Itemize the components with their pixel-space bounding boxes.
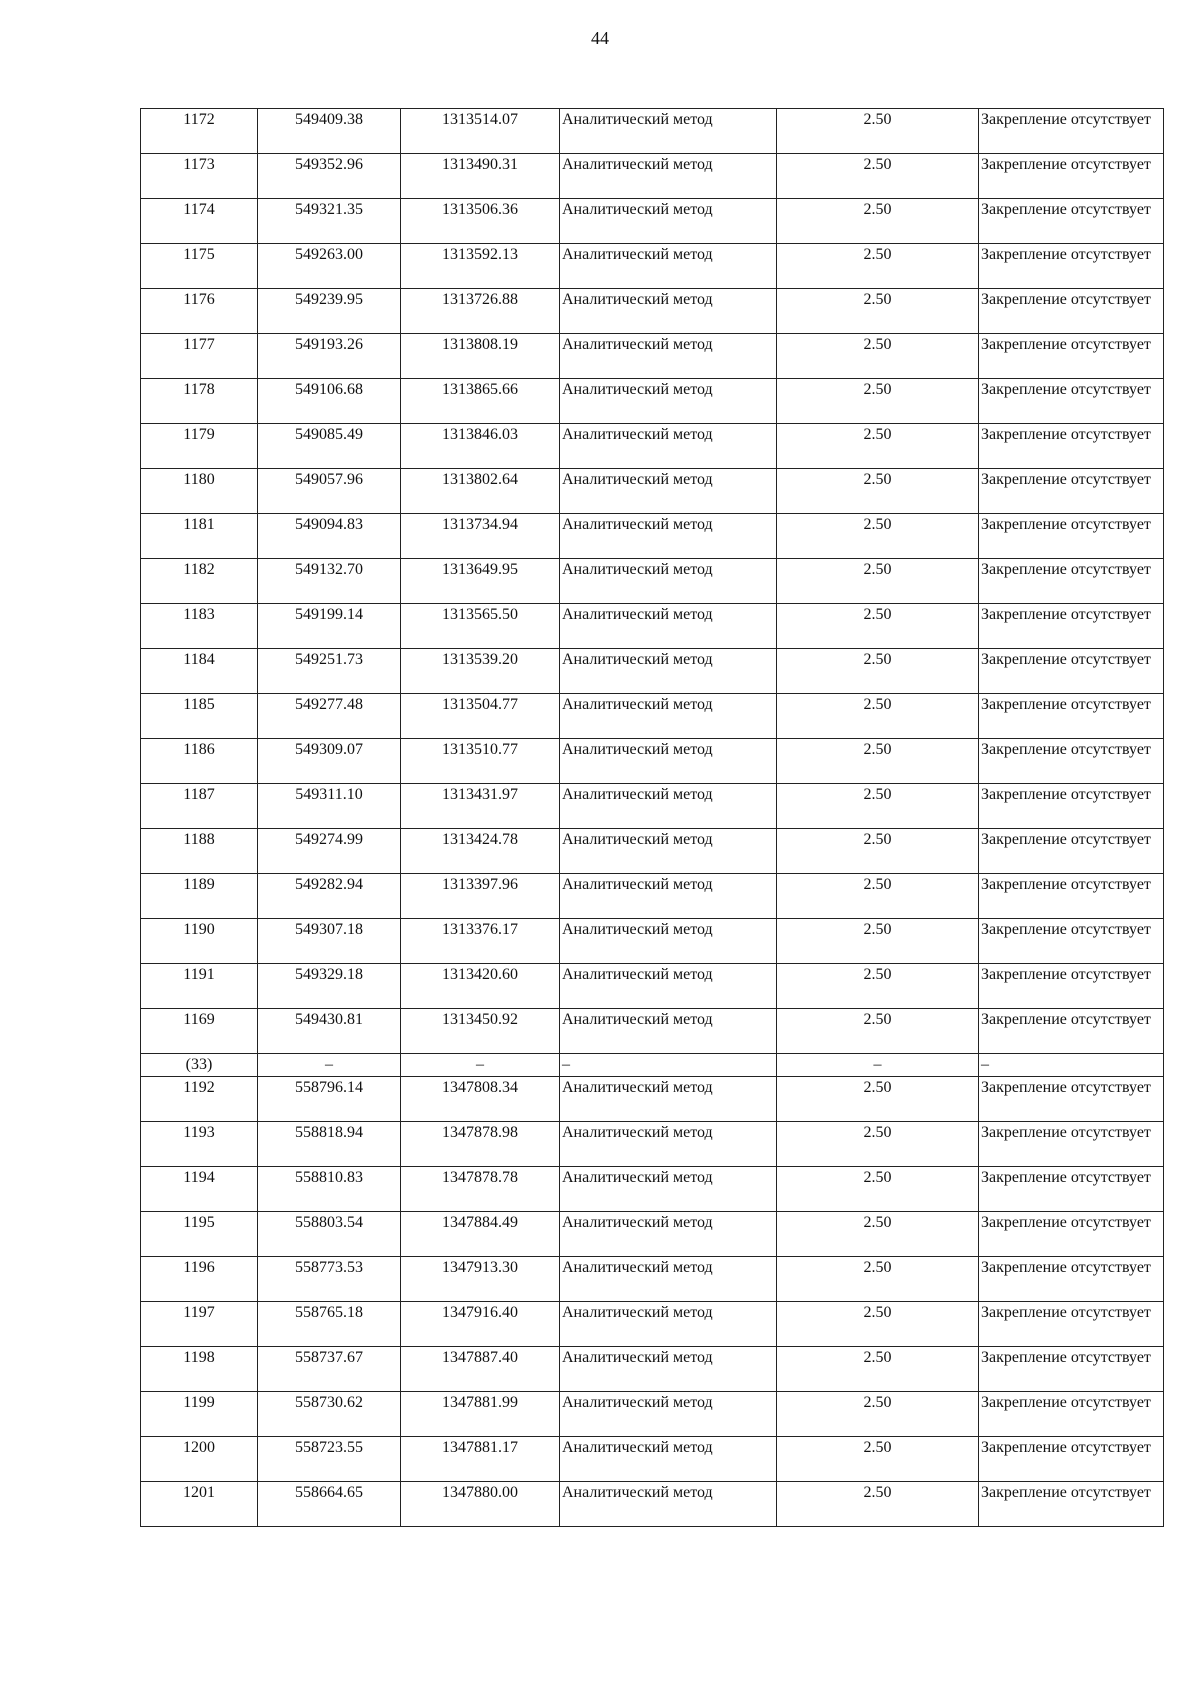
point-number-cell: 1194 bbox=[141, 1167, 258, 1212]
x-coordinate-cell: 549307.18 bbox=[258, 919, 401, 964]
y-coordinate-cell: 1347880.00 bbox=[401, 1482, 560, 1527]
error-cell: 2.50 bbox=[777, 1437, 979, 1482]
fixation-cell: Закрепление отсутствует bbox=[979, 334, 1164, 379]
method-cell: Аналитический метод bbox=[560, 739, 777, 784]
point-number-cell: 1189 bbox=[141, 874, 258, 919]
y-coordinate-cell: 1313846.03 bbox=[401, 424, 560, 469]
method-cell: Аналитический метод bbox=[560, 424, 777, 469]
method-cell: Аналитический метод bbox=[560, 964, 777, 1009]
table-row bbox=[141, 289, 1164, 334]
y-coordinate-cell: 1313565.50 bbox=[401, 604, 560, 649]
x-coordinate-cell: 549329.18 bbox=[258, 964, 401, 1009]
fixation-cell: Закрепление отсутствует bbox=[979, 514, 1164, 559]
x-coordinate-cell: 558737.67 bbox=[258, 1347, 401, 1392]
method-cell: Аналитический метод bbox=[560, 829, 777, 874]
x-coordinate-cell: 558818.94 bbox=[258, 1122, 401, 1167]
fixation-cell: Закрепление отсутствует bbox=[979, 1122, 1164, 1167]
error-cell: 2.50 bbox=[777, 469, 979, 514]
point-number-cell: 1183 bbox=[141, 604, 258, 649]
table-separator-row bbox=[141, 1054, 1164, 1077]
fixation-cell: Закрепление отсутствует bbox=[979, 244, 1164, 289]
point-number-cell: 1174 bbox=[141, 199, 258, 244]
error-cell: 2.50 bbox=[777, 784, 979, 829]
point-number-cell: 1200 bbox=[141, 1437, 258, 1482]
x-coordinate-cell: 558765.18 bbox=[258, 1302, 401, 1347]
table-row bbox=[141, 1302, 1164, 1347]
error-cell: 2.50 bbox=[777, 649, 979, 694]
point-number-cell: 1186 bbox=[141, 739, 258, 784]
x-coordinate-cell: 558810.83 bbox=[258, 1167, 401, 1212]
point-number-cell: 1201 bbox=[141, 1482, 258, 1527]
fixation-cell: Закрепление отсутствует bbox=[979, 1167, 1164, 1212]
fixation-cell: Закрепление отсутствует bbox=[979, 874, 1164, 919]
fixation-cell: Закрепление отсутствует bbox=[979, 379, 1164, 424]
error-cell: 2.50 bbox=[777, 1392, 979, 1437]
method-cell: Аналитический метод bbox=[560, 1392, 777, 1437]
fixation-cell: – bbox=[979, 1054, 1164, 1077]
error-cell: 2.50 bbox=[777, 334, 979, 379]
error-cell: 2.50 bbox=[777, 694, 979, 739]
method-cell: Аналитический метод bbox=[560, 919, 777, 964]
fixation-cell: Закрепление отсутствует bbox=[979, 1009, 1164, 1054]
method-cell: Аналитический метод bbox=[560, 154, 777, 199]
method-cell: Аналитический метод bbox=[560, 514, 777, 559]
x-coordinate-cell: 549193.26 bbox=[258, 334, 401, 379]
error-cell: 2.50 bbox=[777, 919, 979, 964]
table-row bbox=[141, 604, 1164, 649]
point-number-cell: 1176 bbox=[141, 289, 258, 334]
table-row bbox=[141, 514, 1164, 559]
point-number-cell: 1173 bbox=[141, 154, 258, 199]
method-cell: Аналитический метод bbox=[560, 1347, 777, 1392]
fixation-cell: Закрепление отсутствует bbox=[979, 1077, 1164, 1122]
point-number-cell: 1181 bbox=[141, 514, 258, 559]
error-cell: 2.50 bbox=[777, 1257, 979, 1302]
x-coordinate-cell: 549430.81 bbox=[258, 1009, 401, 1054]
y-coordinate-cell: 1347881.17 bbox=[401, 1437, 560, 1482]
error-cell: 2.50 bbox=[777, 379, 979, 424]
table-row bbox=[141, 784, 1164, 829]
y-coordinate-cell: 1313420.60 bbox=[401, 964, 560, 1009]
error-cell: 2.50 bbox=[777, 154, 979, 199]
x-coordinate-cell: 558730.62 bbox=[258, 1392, 401, 1437]
fixation-cell: Закрепление отсутствует bbox=[979, 1392, 1164, 1437]
fixation-cell: Закрепление отсутствует bbox=[979, 559, 1164, 604]
table-row bbox=[141, 469, 1164, 514]
fixation-cell: Закрепление отсутствует bbox=[979, 424, 1164, 469]
error-cell: 2.50 bbox=[777, 1009, 979, 1054]
table-row bbox=[141, 874, 1164, 919]
error-cell: 2.50 bbox=[777, 199, 979, 244]
point-number-cell: 1192 bbox=[141, 1077, 258, 1122]
point-number-cell: 1175 bbox=[141, 244, 258, 289]
method-cell: – bbox=[560, 1054, 777, 1077]
method-cell: Аналитический метод bbox=[560, 1257, 777, 1302]
x-coordinate-cell: 549263.00 bbox=[258, 244, 401, 289]
y-coordinate-cell: 1313376.17 bbox=[401, 919, 560, 964]
y-coordinate-cell: 1313734.94 bbox=[401, 514, 560, 559]
y-coordinate-cell: 1313649.95 bbox=[401, 559, 560, 604]
point-number-cell: 1195 bbox=[141, 1212, 258, 1257]
table-row bbox=[141, 739, 1164, 784]
table-row bbox=[141, 1009, 1164, 1054]
y-coordinate-cell: 1313539.20 bbox=[401, 649, 560, 694]
method-cell: Аналитический метод bbox=[560, 649, 777, 694]
point-number-cell: 1185 bbox=[141, 694, 258, 739]
coordinates-table bbox=[140, 108, 1164, 1527]
x-coordinate-cell: 549282.94 bbox=[258, 874, 401, 919]
x-coordinate-cell: 549132.70 bbox=[258, 559, 401, 604]
fixation-cell: Закрепление отсутствует bbox=[979, 1212, 1164, 1257]
x-coordinate-cell: 549199.14 bbox=[258, 604, 401, 649]
method-cell: Аналитический метод bbox=[560, 1437, 777, 1482]
method-cell: Аналитический метод bbox=[560, 1482, 777, 1527]
error-cell: – bbox=[777, 1054, 979, 1077]
point-number-cell: 1169 bbox=[141, 1009, 258, 1054]
error-cell: 2.50 bbox=[777, 514, 979, 559]
y-coordinate-cell: 1313504.77 bbox=[401, 694, 560, 739]
table-row bbox=[141, 964, 1164, 1009]
point-number-cell: 1191 bbox=[141, 964, 258, 1009]
point-number-cell: 1197 bbox=[141, 1302, 258, 1347]
y-coordinate-cell: 1347808.34 bbox=[401, 1077, 560, 1122]
y-coordinate-cell: 1313450.92 bbox=[401, 1009, 560, 1054]
error-cell: 2.50 bbox=[777, 244, 979, 289]
x-coordinate-cell: 549309.07 bbox=[258, 739, 401, 784]
table-row bbox=[141, 559, 1164, 604]
error-cell: 2.50 bbox=[777, 1077, 979, 1122]
fixation-cell: Закрепление отсутствует bbox=[979, 154, 1164, 199]
x-coordinate-cell: 549251.73 bbox=[258, 649, 401, 694]
method-cell: Аналитический метод bbox=[560, 1167, 777, 1212]
y-coordinate-cell: 1313592.13 bbox=[401, 244, 560, 289]
y-coordinate-cell: 1313514.07 bbox=[401, 109, 560, 154]
x-coordinate-cell: 558803.54 bbox=[258, 1212, 401, 1257]
error-cell: 2.50 bbox=[777, 1212, 979, 1257]
table-row bbox=[141, 1122, 1164, 1167]
point-number-cell: 1193 bbox=[141, 1122, 258, 1167]
x-coordinate-cell: – bbox=[258, 1054, 401, 1077]
table-row bbox=[141, 154, 1164, 199]
table-row bbox=[141, 1437, 1164, 1482]
x-coordinate-cell: 549094.83 bbox=[258, 514, 401, 559]
x-coordinate-cell: 549321.35 bbox=[258, 199, 401, 244]
table-row bbox=[141, 919, 1164, 964]
point-number-cell: 1184 bbox=[141, 649, 258, 694]
y-coordinate-cell: 1347878.78 bbox=[401, 1167, 560, 1212]
fixation-cell: Закрепление отсутствует bbox=[979, 829, 1164, 874]
y-coordinate-cell: – bbox=[401, 1054, 560, 1077]
method-cell: Аналитический метод bbox=[560, 199, 777, 244]
fixation-cell: Закрепление отсутствует bbox=[979, 964, 1164, 1009]
fixation-cell: Закрепление отсутствует bbox=[979, 289, 1164, 334]
x-coordinate-cell: 549106.68 bbox=[258, 379, 401, 424]
error-cell: 2.50 bbox=[777, 1167, 979, 1212]
method-cell: Аналитический метод bbox=[560, 109, 777, 154]
x-coordinate-cell: 549085.49 bbox=[258, 424, 401, 469]
fixation-cell: Закрепление отсутствует bbox=[979, 1482, 1164, 1527]
x-coordinate-cell: 558664.65 bbox=[258, 1482, 401, 1527]
point-number-cell: 1182 bbox=[141, 559, 258, 604]
y-coordinate-cell: 1313865.66 bbox=[401, 379, 560, 424]
y-coordinate-cell: 1313490.31 bbox=[401, 154, 560, 199]
y-coordinate-cell: 1313808.19 bbox=[401, 334, 560, 379]
fixation-cell: Закрепление отсутствует bbox=[979, 604, 1164, 649]
error-cell: 2.50 bbox=[777, 964, 979, 1009]
error-cell: 2.50 bbox=[777, 1482, 979, 1527]
x-coordinate-cell: 558773.53 bbox=[258, 1257, 401, 1302]
coordinates-table-body bbox=[141, 109, 1164, 1527]
point-number-cell: (33) bbox=[141, 1054, 258, 1077]
table-row bbox=[141, 334, 1164, 379]
error-cell: 2.50 bbox=[777, 1122, 979, 1167]
page-number: 44 bbox=[591, 28, 609, 48]
method-cell: Аналитический метод bbox=[560, 244, 777, 289]
error-cell: 2.50 bbox=[777, 109, 979, 154]
method-cell: Аналитический метод bbox=[560, 784, 777, 829]
table-row bbox=[141, 109, 1164, 154]
y-coordinate-cell: 1347881.99 bbox=[401, 1392, 560, 1437]
x-coordinate-cell: 549409.38 bbox=[258, 109, 401, 154]
table-row bbox=[141, 424, 1164, 469]
y-coordinate-cell: 1313397.96 bbox=[401, 874, 560, 919]
error-cell: 2.50 bbox=[777, 424, 979, 469]
x-coordinate-cell: 549311.10 bbox=[258, 784, 401, 829]
fixation-cell: Закрепление отсутствует bbox=[979, 1347, 1164, 1392]
y-coordinate-cell: 1313424.78 bbox=[401, 829, 560, 874]
y-coordinate-cell: 1313431.97 bbox=[401, 784, 560, 829]
y-coordinate-cell: 1347887.40 bbox=[401, 1347, 560, 1392]
error-cell: 2.50 bbox=[777, 874, 979, 919]
error-cell: 2.50 bbox=[777, 1347, 979, 1392]
method-cell: Аналитический метод bbox=[560, 874, 777, 919]
x-coordinate-cell: 558723.55 bbox=[258, 1437, 401, 1482]
point-number-cell: 1172 bbox=[141, 109, 258, 154]
fixation-cell: Закрепление отсутствует bbox=[979, 919, 1164, 964]
table-row bbox=[141, 1077, 1164, 1122]
fixation-cell: Закрепление отсутствует bbox=[979, 109, 1164, 154]
error-cell: 2.50 bbox=[777, 1302, 979, 1347]
y-coordinate-cell: 1347913.30 bbox=[401, 1257, 560, 1302]
x-coordinate-cell: 549057.96 bbox=[258, 469, 401, 514]
x-coordinate-cell: 549239.95 bbox=[258, 289, 401, 334]
fixation-cell: Закрепление отсутствует bbox=[979, 784, 1164, 829]
error-cell: 2.50 bbox=[777, 829, 979, 874]
y-coordinate-cell: 1347878.98 bbox=[401, 1122, 560, 1167]
method-cell: Аналитический метод bbox=[560, 334, 777, 379]
error-cell: 2.50 bbox=[777, 604, 979, 649]
y-coordinate-cell: 1313510.77 bbox=[401, 739, 560, 784]
method-cell: Аналитический метод bbox=[560, 1212, 777, 1257]
method-cell: Аналитический метод bbox=[560, 604, 777, 649]
method-cell: Аналитический метод bbox=[560, 469, 777, 514]
method-cell: Аналитический метод bbox=[560, 1122, 777, 1167]
point-number-cell: 1178 bbox=[141, 379, 258, 424]
y-coordinate-cell: 1347884.49 bbox=[401, 1212, 560, 1257]
x-coordinate-cell: 558796.14 bbox=[258, 1077, 401, 1122]
point-number-cell: 1198 bbox=[141, 1347, 258, 1392]
point-number-cell: 1199 bbox=[141, 1392, 258, 1437]
fixation-cell: Закрепление отсутствует bbox=[979, 1437, 1164, 1482]
table-row bbox=[141, 1392, 1164, 1437]
point-number-cell: 1190 bbox=[141, 919, 258, 964]
table-row bbox=[141, 1212, 1164, 1257]
table-row bbox=[141, 649, 1164, 694]
table-row bbox=[141, 1257, 1164, 1302]
table-row bbox=[141, 829, 1164, 874]
x-coordinate-cell: 549277.48 bbox=[258, 694, 401, 739]
fixation-cell: Закрепление отсутствует bbox=[979, 1257, 1164, 1302]
y-coordinate-cell: 1313726.88 bbox=[401, 289, 560, 334]
table-row bbox=[141, 244, 1164, 289]
x-coordinate-cell: 549352.96 bbox=[258, 154, 401, 199]
method-cell: Аналитический метод bbox=[560, 289, 777, 334]
error-cell: 2.50 bbox=[777, 559, 979, 604]
x-coordinate-cell: 549274.99 bbox=[258, 829, 401, 874]
point-number-cell: 1187 bbox=[141, 784, 258, 829]
fixation-cell: Закрепление отсутствует bbox=[979, 199, 1164, 244]
y-coordinate-cell: 1313506.36 bbox=[401, 199, 560, 244]
error-cell: 2.50 bbox=[777, 289, 979, 334]
y-coordinate-cell: 1313802.64 bbox=[401, 469, 560, 514]
point-number-cell: 1188 bbox=[141, 829, 258, 874]
fixation-cell: Закрепление отсутствует bbox=[979, 694, 1164, 739]
table-row bbox=[141, 379, 1164, 424]
table-row bbox=[141, 1347, 1164, 1392]
error-cell: 2.50 bbox=[777, 739, 979, 784]
fixation-cell: Закрепление отсутствует bbox=[979, 469, 1164, 514]
point-number-cell: 1196 bbox=[141, 1257, 258, 1302]
method-cell: Аналитический метод bbox=[560, 379, 777, 424]
y-coordinate-cell: 1347916.40 bbox=[401, 1302, 560, 1347]
table-row bbox=[141, 694, 1164, 739]
point-number-cell: 1179 bbox=[141, 424, 258, 469]
method-cell: Аналитический метод bbox=[560, 1077, 777, 1122]
method-cell: Аналитический метод bbox=[560, 1009, 777, 1054]
method-cell: Аналитический метод bbox=[560, 1302, 777, 1347]
fixation-cell: Закрепление отсутствует bbox=[979, 1302, 1164, 1347]
fixation-cell: Закрепление отсутствует bbox=[979, 739, 1164, 784]
method-cell: Аналитический метод bbox=[560, 694, 777, 739]
table-row bbox=[141, 199, 1164, 244]
table-row bbox=[141, 1167, 1164, 1212]
fixation-cell: Закрепление отсутствует bbox=[979, 649, 1164, 694]
method-cell: Аналитический метод bbox=[560, 559, 777, 604]
point-number-cell: 1177 bbox=[141, 334, 258, 379]
table-row bbox=[141, 1482, 1164, 1527]
point-number-cell: 1180 bbox=[141, 469, 258, 514]
